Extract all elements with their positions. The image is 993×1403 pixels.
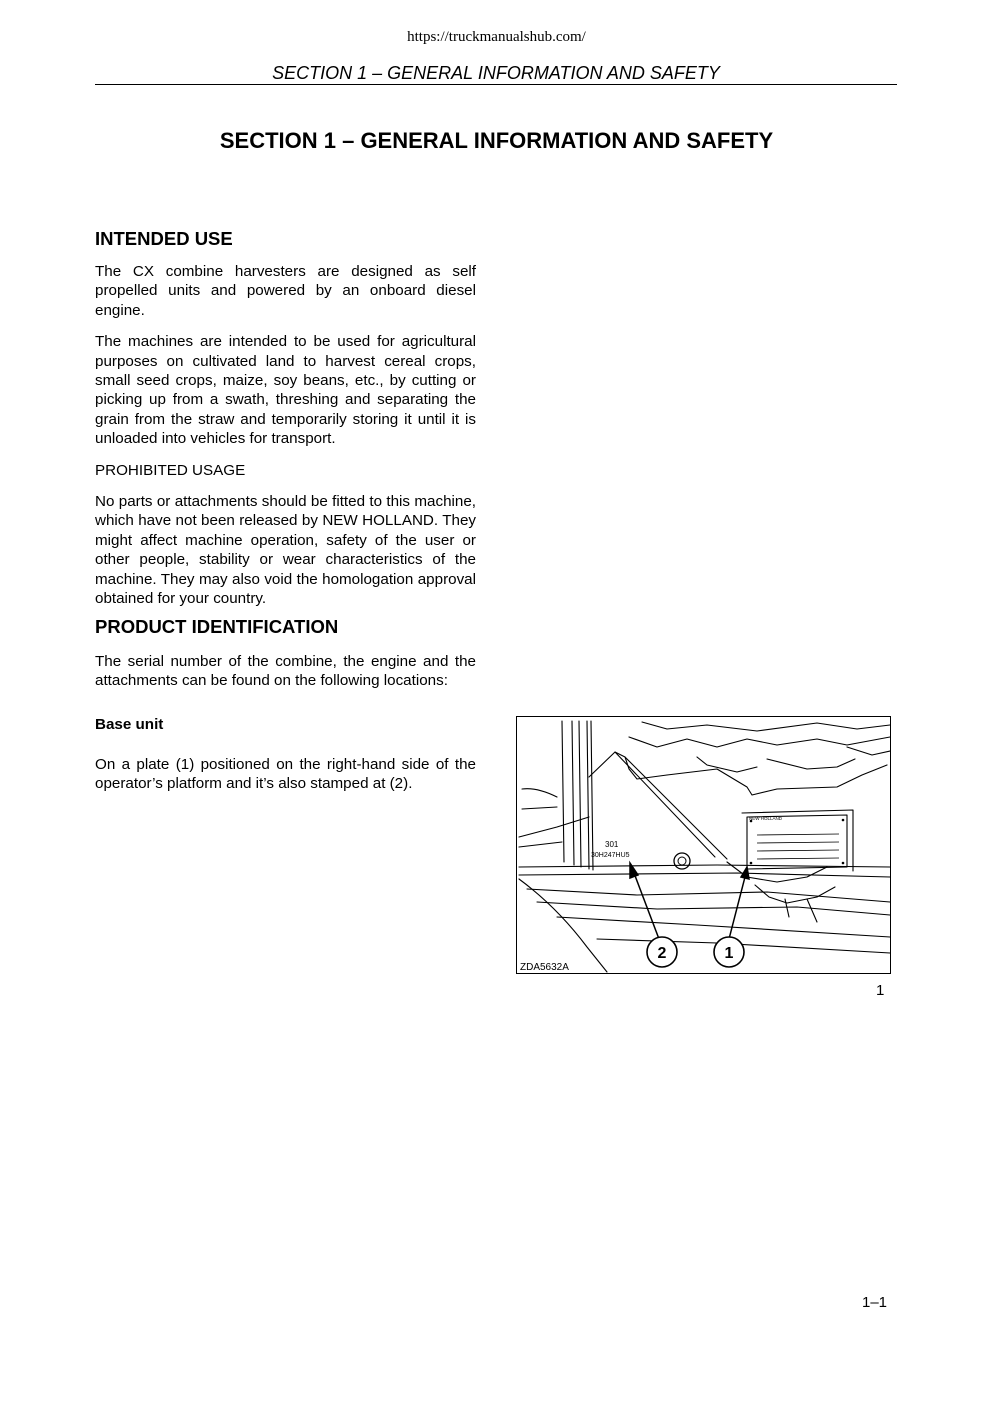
product-identification-paragraph: The serial number of the combine, the engine and the attachments can be found on the following locations: bbox=[95, 653, 476, 690]
stamp-text-line-2: 30H247HU5 bbox=[591, 852, 630, 859]
figure-line-drawing bbox=[517, 717, 891, 974]
intended-use-paragraph-1: The CX combine harvesters are designed as self propelled units and powered by an onboard diesel engine. bbox=[95, 263, 476, 319]
stamp-text-line-1: 301 bbox=[605, 840, 619, 849]
product-identification-section bbox=[95, 616, 476, 794]
source-url: https://truckmanualshub.com/ bbox=[407, 29, 586, 45]
figure-serial-plate-location bbox=[516, 716, 891, 974]
page-title: SECTION 1 – GENERAL INFORMATION AND SAFETY bbox=[219, 128, 774, 153]
intended-use-paragraph-2: The machines are intended to be used for agricultural purposes on cultivated land to harvest cereal crops, small seed crops, maize, soy beans, etc., by cutting or picking up from a swath, threshing and separating the grain from the straw and temporarily storing it until it is unloaded into vehicles for transport. bbox=[95, 333, 476, 448]
callout-1-label: 1 bbox=[724, 945, 734, 962]
intended-use-heading: INTENDED USE bbox=[95, 228, 233, 249]
base-unit-heading: Base unit bbox=[95, 715, 164, 733]
page-number: 1–1 bbox=[862, 1294, 888, 1311]
base-unit-paragraph: On a plate (1) positioned on the right-hand side of the operator’s platform and it’s also stamped at (2). bbox=[95, 755, 476, 793]
header-rule bbox=[95, 84, 897, 85]
prohibited-usage-label: PROHIBITED USAGE bbox=[95, 461, 246, 479]
intended-use-section bbox=[95, 228, 476, 609]
callout-2-label: 2 bbox=[657, 945, 667, 962]
running-header: SECTION 1 – GENERAL INFORMATION AND SAFETY bbox=[272, 63, 720, 83]
product-identification-heading: PRODUCT IDENTIFICATION bbox=[95, 616, 339, 637]
figure-code: ZDA5632A bbox=[520, 962, 569, 973]
plate-brand-text: NEW HOLLAND bbox=[749, 816, 783, 821]
figure-number: 1 bbox=[876, 982, 885, 999]
prohibited-usage-paragraph: No parts or attachments should be fitted to this machine, which have not been released by NEW HOLLAND. They might affect machine operation, safety of the user or other people, stability or wear characteristics of the machine. They may also void the homologation approval obtained for your country. bbox=[95, 493, 476, 608]
